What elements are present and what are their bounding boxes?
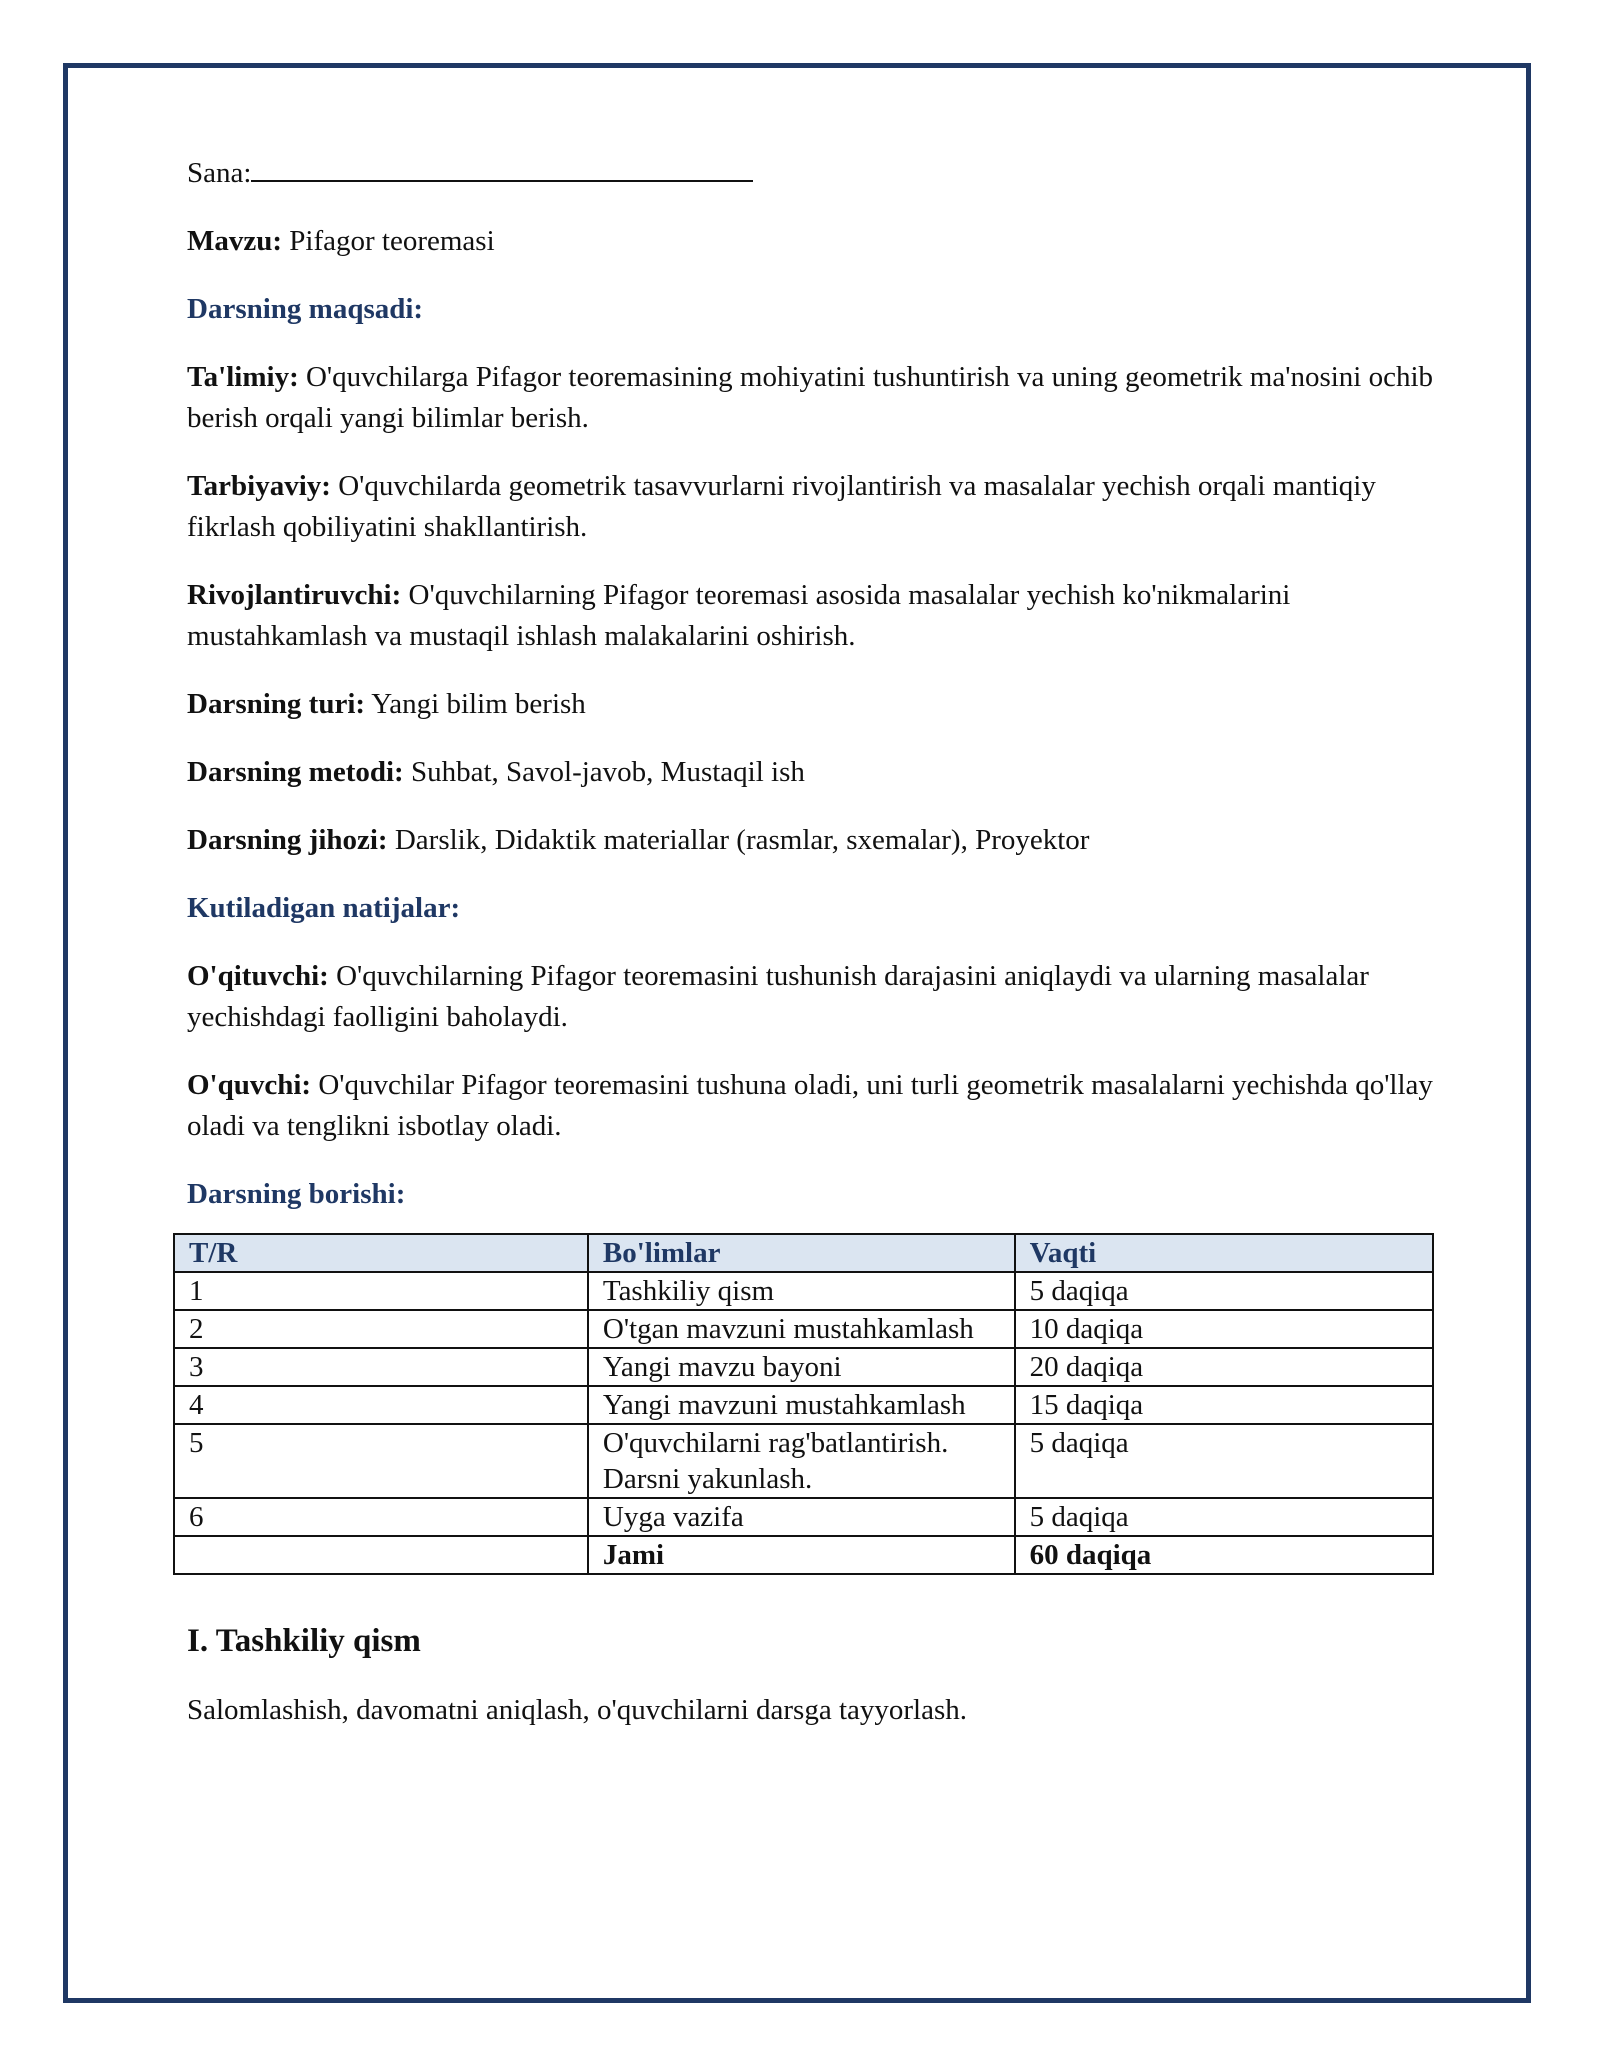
table-cell-section: Yangi mavzu bayoni <box>588 1348 1015 1386</box>
upbringing-goal <box>187 466 1447 548</box>
teacher-result-text: O'quvchilarning Pifagor teoremasini tushunish darajasini aniqlaydi va ularning masalalar yechishdagi faolligini baholaydi. <box>187 960 1369 1033</box>
lesson-method-label: Darsning metodi: <box>187 756 404 788</box>
table-cell-time: 10 daqiqa <box>1015 1310 1433 1348</box>
date-label: Sana: <box>187 157 252 189</box>
table-row <box>174 1498 1433 1536</box>
lesson-method-text: Suhbat, Savol-javob, Mustaqil ish <box>410 756 805 788</box>
table-total-label: Jami <box>588 1536 1015 1574</box>
student-result <box>187 1065 1447 1147</box>
developmental-goal <box>187 575 1447 657</box>
student-result-label: O'quvchi: <box>187 1069 312 1101</box>
organizational-part-heading: I. Tashkiliy qism <box>187 1623 421 1659</box>
teacher-result-label: O'qituvchi: <box>187 960 329 992</box>
table-cell-section: O'quvchilarni rag'batlantirish. Darsni yakunlash. <box>588 1424 1015 1498</box>
table-row <box>174 1424 1433 1498</box>
lesson-flow-heading: Darsning borishi: <box>187 1178 406 1210</box>
educational-goal-label: Ta'limiy: <box>187 361 299 393</box>
lesson-equipment-label: Darsning jihozi: <box>187 824 388 856</box>
table-total-number <box>174 1536 588 1574</box>
topic-label: Mavzu: <box>187 225 283 257</box>
developmental-goal-text: O'quvchilarning Pifagor teoremasi asosida masalalar yechish ko'nikmalarini mustahkamlash va mustaqil ishlash malakalarini oshirish. <box>187 579 1291 652</box>
lesson-type-label: Darsning turi: <box>187 688 366 720</box>
table-cell-number: 5 <box>174 1424 588 1498</box>
table-cell-section: Yangi mavzuni mustahkamlash <box>588 1386 1015 1424</box>
table-cell-time: 5 daqiqa <box>1015 1272 1433 1310</box>
table-cell-section: Uyga vazifa <box>588 1498 1015 1536</box>
table-row <box>174 1386 1433 1424</box>
table-cell-section: O'tgan mavzuni mustahkamlash <box>588 1310 1015 1348</box>
lesson-equipment <box>187 820 1447 861</box>
organizational-part-text: Salomlashish, davomatni aniqlash, o'quvchilarni darsga tayyorlash. <box>187 1694 968 1726</box>
table-row <box>174 1348 1433 1386</box>
date-blank-line <box>251 150 753 182</box>
developmental-goal-label: Rivojlantiruvchi: <box>187 579 402 611</box>
topic-row <box>187 221 1447 262</box>
lesson-goals-heading: Darsning maqsadi: <box>187 293 424 325</box>
table-cell-time: 5 daqiqa <box>1015 1498 1433 1536</box>
upbringing-goal-text: O'quvchilarda geometrik tasavvurlarni rivojlantirish va masalalar yechish orqali mantiqiy fikrlash qobiliyatini shakllantirish. <box>187 470 1376 543</box>
teacher-result <box>187 956 1447 1038</box>
table-header-sections: Bo'limlar <box>588 1234 1015 1272</box>
table-cell-number: 3 <box>174 1348 588 1386</box>
table-header-row <box>174 1234 1433 1272</box>
table-cell-section: Tashkiliy qism <box>588 1272 1015 1310</box>
table-cell-number: 6 <box>174 1498 588 1536</box>
lesson-plan-table <box>173 1233 1434 1575</box>
table-cell-time: 15 daqiqa <box>1015 1386 1433 1424</box>
lesson-type <box>187 684 1447 725</box>
student-result-text: O'quvchilar Pifagor teoremasini tushuna oladi, uni turli geometrik masalalarni yechishda qo'llay oladi va tenglikni isbotlay oladi. <box>187 1069 1433 1142</box>
table-cell-time: 5 daqiqa <box>1015 1424 1433 1498</box>
table-cell-number: 2 <box>174 1310 588 1348</box>
lesson-method <box>187 752 1447 793</box>
table-total-time: 60 daqiqa <box>1015 1536 1433 1574</box>
lesson-type-text: Yangi bilim berish <box>371 688 586 720</box>
lesson-equipment-text: Darslik, Didaktik materiallar (rasmlar, sxemalar), Proyektor <box>394 824 1090 856</box>
educational-goal-text: O'quvchilarga Pifagor teoremasining mohiyatini tushuntirish va uning geometrik ma'nosini ochib berish orqali yangi bilimlar berish. <box>187 361 1434 434</box>
educational-goal <box>187 357 1447 439</box>
table-total-row <box>174 1536 1433 1574</box>
table-row <box>174 1310 1433 1348</box>
upbringing-goal-label: Tarbiyaviy: <box>187 470 331 502</box>
table-cell-number: 4 <box>174 1386 588 1424</box>
table-cell-number: 1 <box>174 1272 588 1310</box>
document-body <box>187 150 1447 1758</box>
table-header-number: T/R <box>174 1234 588 1272</box>
table-header-time: Vaqti <box>1015 1234 1433 1272</box>
expected-results-heading: Kutiladigan natijalar: <box>187 892 461 924</box>
date-line-row <box>187 150 1447 194</box>
table-cell-time: 20 daqiqa <box>1015 1348 1433 1386</box>
table-row <box>174 1272 1433 1310</box>
topic-value: Pifagor teoremasi <box>289 225 495 257</box>
